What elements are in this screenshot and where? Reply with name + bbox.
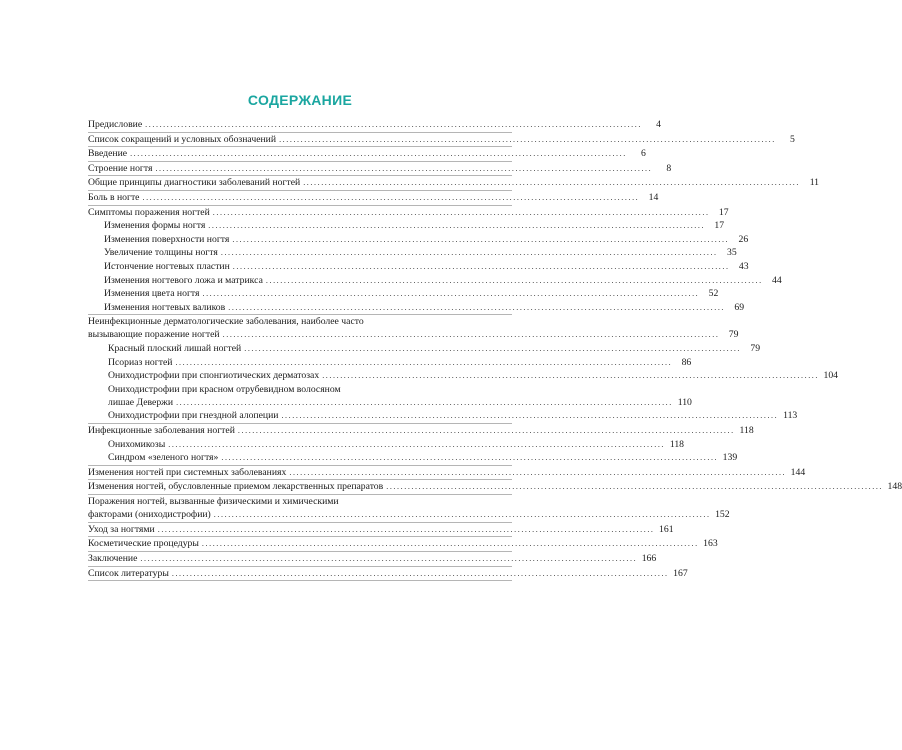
toc-entry[interactable]: Симптомы поражения ногтей .......................................................................................................................................... 17 <box>88 206 729 218</box>
toc-entry-title: Введение <box>88 148 128 160</box>
toc-entry-title: Красный плоский лишай ногтей <box>108 343 242 354</box>
toc-entry-title-line1: Поражения ногтей, вызванные физическими и химическими <box>88 496 339 508</box>
toc-entry-page: 26 <box>738 233 749 245</box>
toc-entry[interactable]: Инфекционные заболевания ногтей .......................................................................................................................................... 118 <box>88 425 754 437</box>
toc-subentry[interactable]: Ониходистрофии при спонгиотических дерматозах .......................................................................................................................................... 104 <box>108 370 839 382</box>
toc-entry-page: 43 <box>738 260 749 272</box>
toc-entry-title: Предисловие <box>88 119 143 130</box>
toc-subentry[interactable]: Изменения поверхности ногтя .......................................................................................................................................... 26 <box>104 233 749 245</box>
toc-entry-title: Изменения ногтевого ложа и матрикса <box>104 274 263 286</box>
toc-subentry[interactable]: Изменения ногтевых валиков .......................................................................................................................................... 69 <box>88 301 512 316</box>
toc-entry-title: Симптомы поражения ногтей <box>88 206 210 218</box>
toc-entry-title: факторами (ониходистрофии) <box>88 509 211 521</box>
toc-subentry[interactable]: Увеличение толщины ногтя .......................................................................................................................................... 35 <box>104 247 737 259</box>
toc-entry-page: 113 <box>783 410 798 422</box>
toc-entry-page: 166 <box>641 552 657 564</box>
toc-entry-title: вызывающие поражение ногтей <box>88 329 220 341</box>
toc-entry-page: 152 <box>715 509 730 521</box>
toc-entry-page: 110 <box>677 396 692 408</box>
toc-entry[interactable]: Общие принципы диагностики заболеваний ногтей .......................................................................................................................................... 11 <box>88 176 512 191</box>
toc-entry[interactable]: Предисловие .......................................................................................................................................... 4 <box>88 118 512 133</box>
toc-entry-page: 35 <box>726 247 737 259</box>
toc-subentry[interactable]: Ониходистрофии при гнездной алопеции .......................................................................................................................................... 113 <box>88 409 512 424</box>
toc-entry[interactable]: Боль в ногте .......................................................................................................................................... 14 <box>88 191 512 206</box>
toc-entry[interactable]: Список литературы .......................................................................................................................................... 167 <box>88 567 512 582</box>
toc-entry[interactable]: Изменения ногтей при системных заболеваниях .......................................................................................................................................... 144 <box>88 466 512 481</box>
toc-entry-title: Строение ногтя <box>88 162 153 174</box>
toc-entry-title: Ониходистрофии при гнездной алопеции <box>108 410 279 422</box>
toc-entry-title: Онихомикозы <box>108 438 166 450</box>
toc-entry-title: Уход за ногтями <box>88 523 155 535</box>
toc-entry-page: 86 <box>681 356 692 368</box>
toc-subentry[interactable]: Красный плоский лишай ногтей .......................................................................................................................................... 79 <box>108 343 761 354</box>
toc-entry-title: Изменения ногтей, обусловленные приемом лекарственных препаратов <box>88 481 384 493</box>
toc-entry-page: 148 <box>887 481 902 493</box>
toc-entry-page: 52 <box>708 288 719 300</box>
toc-entry-page: 79 <box>728 329 739 341</box>
toc-entry-title: Список литературы <box>88 567 169 579</box>
toc-entry-page: 17 <box>718 206 729 218</box>
toc-entry-page: 69 <box>734 301 745 313</box>
toc-entry[interactable]: Уход за ногтями .......................................................................................................................................... 161 <box>88 523 512 538</box>
toc-entry-title: Ониходистрофии при спонгиотических дерматозах <box>108 370 320 382</box>
toc-entry-title: Список сокращений и условных обозначений <box>88 133 277 145</box>
toc-subentry[interactable]: Изменения цвета ногтя .......................................................................................................................................... 52 <box>104 288 719 300</box>
table-of-contents <box>88 118 902 581</box>
toc-subentry[interactable]: Изменения ногтевого ложа и матрикса .......................................................................................................................................... 44 <box>104 274 782 286</box>
toc-subentry[interactable]: Истончение ногтевых пластин .......................................................................................................................................... 43 <box>104 260 749 272</box>
toc-entry-page: 8 <box>666 162 672 174</box>
toc-entry[interactable]: Изменения ногтей, обусловленные приемом лекарственных препаратов .......................................................................................................................................... 148 <box>88 480 512 495</box>
toc-entry-title: Увеличение толщины ногтя <box>104 247 218 259</box>
toc-subentry[interactable]: Синдром «зеленого ногтя» .......................................................................................................................................... 139 <box>88 451 512 466</box>
toc-entry-title: лишае Девержи <box>108 396 174 408</box>
toc-entry-title-line1: Ониходистрофии при красном отрубевидном волосяном <box>108 383 341 395</box>
toc-entry-title: Инфекционные заболевания ногтей <box>88 425 235 437</box>
toc-entry-title: Общие принципы диагностики заболеваний ногтей <box>88 177 301 189</box>
toc-entry-title: Псориаз ногтей <box>108 356 173 368</box>
toc-entry[interactable]: Введение .......................................................................................................................................... 6 <box>88 147 512 162</box>
toc-entry-title: Заключение <box>88 552 138 564</box>
toc-subentry[interactable]: Ониходистрофии при красном отрубевидном волосяном лишае Девержи .......................................................................................................................................... 110 <box>108 383 692 408</box>
toc-entry[interactable]: Поражения ногтей, вызванные физическими и химическими факторами (ониходистрофии) .......................................................................................................................................... 152 <box>88 495 512 523</box>
toc-entry-page: 118 <box>669 438 685 450</box>
toc-entry-title-line1: Неинфекционные дерматологические заболевания, наиболее часто <box>88 316 364 328</box>
toc-entry-page: 5 <box>790 133 795 145</box>
toc-entry-title: Истончение ногтевых пластин <box>104 260 230 272</box>
toc-entry-page: 163 <box>703 538 718 550</box>
toc-subentry[interactable]: Онихомикозы .......................................................................................................................................... 118 <box>108 438 685 450</box>
toc-entry-page: 6 <box>641 148 646 160</box>
toc-entry-page: 17 <box>714 220 725 232</box>
toc-entry-page: 44 <box>772 274 782 286</box>
toc-entry-page: 144 <box>790 466 806 478</box>
toc-entry-page: 139 <box>722 452 738 464</box>
toc-entry[interactable]: Список сокращений и условных обозначений .......................................................................................................................................... 5 <box>88 133 512 148</box>
toc-subentry[interactable]: Изменения формы ногтя .......................................................................................................................................... 17 <box>104 220 725 232</box>
toc-entry-page: 161 <box>659 523 674 535</box>
toc-subentry[interactable]: Псориаз ногтей .......................................................................................................................................... 86 <box>108 356 692 368</box>
toc-entry[interactable]: Неинфекционные дерматологические заболевания, наиболее часто вызывающие поражение ногтей .......................................................................................................................................... 79 <box>88 316 739 341</box>
toc-entry-title: Косметические процедуры <box>88 538 199 550</box>
toc-entry-page: 167 <box>673 567 688 579</box>
toc-entry-page: 118 <box>739 425 754 437</box>
toc-entry-page: 4 <box>656 119 661 130</box>
toc-entry-page: 104 <box>823 370 839 382</box>
toc-entry-title: Изменения цвета ногтя <box>104 288 200 300</box>
toc-entry-page: 14 <box>648 191 659 203</box>
page-title: СОДЕРЖАНИЕ <box>247 92 353 108</box>
toc-entry-title: Изменения ногтевых валиков <box>104 301 226 313</box>
toc-entry-title: Изменения ногтей при системных заболеваниях <box>88 466 287 478</box>
toc-entry-title: Боль в ногте <box>88 191 140 203</box>
toc-entry[interactable]: Строение ногтя .......................................................................................................................................... 8 <box>88 162 512 177</box>
toc-entry-page: 11 <box>809 177 820 189</box>
toc-entry[interactable]: Заключение .......................................................................................................................................... 166 <box>88 552 512 567</box>
toc-entry-title: Изменения поверхности ногтя <box>104 233 230 245</box>
toc-entry-page: 79 <box>750 343 761 354</box>
toc-entry-title: Синдром «зеленого ногтя» <box>108 452 219 464</box>
toc-entry[interactable]: Косметические процедуры .......................................................................................................................................... 163 <box>88 537 512 552</box>
toc-entry-title: Изменения формы ногтя <box>104 220 206 232</box>
